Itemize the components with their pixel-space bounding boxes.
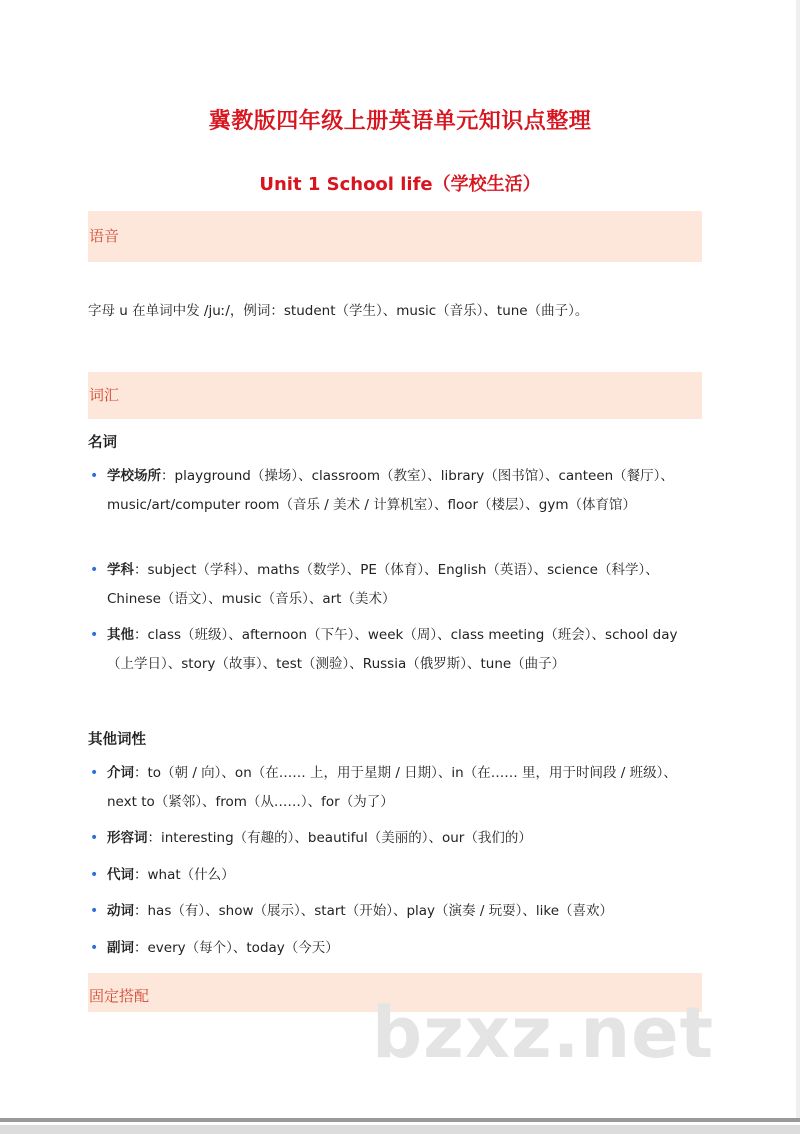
list-item-verbs [88,897,700,926]
list-item-label: 介词 [107,765,134,781]
subheading-other-word-classes: 其他词性 [88,732,146,748]
bullet-dot-icon: • [90,468,99,484]
list-item-pronouns [88,861,700,890]
subheading-nouns: 名词 [88,435,117,451]
bullet-dot-icon: • [90,903,99,919]
list-item-noun-subjects [88,556,700,613]
list-item-label: 代词 [107,867,134,883]
list-item-noun-places [88,462,700,519]
list-item-text: ：what（什么） [134,867,235,883]
section-heading-phonics: 语音 [89,227,120,245]
list-item-text: ：playground（操场）、classroom（教室）、library（图书馆）、canteen（餐厅）、music/art/computer room（音乐 / 美术 / 计算机室）、floor（楼层）、gym（体育馆） [107,468,674,513]
section-heading-collocations: 固定搭配 [89,987,150,1005]
bullet-dot-icon: • [90,562,99,578]
list-item-label: 学科 [107,562,134,578]
unit-title: Unit 1 School life（学校生活） [259,174,541,195]
list-item-text: ：every（每个）、today（今天） [134,940,339,956]
list-item-text: ：to（朝 / 向）、on（在…… 上，用于星期 / 日期）、in（在…… 里，用于时间段 / 班级）、next to（紧邻）、from（从……）、for（为了） [107,765,677,810]
bullet-dot-icon: • [90,940,99,956]
phonics-paragraph: 字母 u 在单词中发 /juː/，例词：student（学生）、music（音乐）、tune（曲子）。 [88,303,589,319]
list-item-text: ：subject（学科）、maths（数学）、PE（体育）、English（英语）、science（科学）、Chinese（语文）、music（音乐）、art（美术） [107,562,659,607]
list-item-text: ：interesting（有趣的）、beautiful（美丽的）、our（我们的） [147,830,532,846]
list-item-label: 学校场所 [107,468,161,484]
list-item-adverbs [88,934,700,963]
page-bottom-strip [0,1125,800,1134]
section-band-vocabulary [88,372,702,419]
list-item-label: 副词 [107,940,134,956]
list-item-text: ：has（有）、show（展示）、start（开始）、play（演奏 / 玩耍）、like（喜欢） [134,903,614,919]
bullet-dot-icon: • [90,765,99,781]
list-item-adjectives [88,824,700,853]
list-item-label: 动词 [107,903,134,919]
document-title: 冀教版四年级上册英语单元知识点整理 [208,109,592,134]
list-item-text: ：class（班级）、afternoon（下午）、week（周）、class meeting（班会）、school day（上学日）、story（故事）、test（测验）、Russia（俄罗斯）、tune（曲子） [107,627,678,672]
bullet-dot-icon: • [90,867,99,883]
page-edge-shadow [796,0,800,1118]
watermark: bzxz.net [372,992,715,1074]
list-item-label: 形容词 [107,830,148,846]
list-item-label: 其他 [107,627,134,643]
bullet-dot-icon: • [90,627,99,643]
bullet-dot-icon: • [90,830,99,846]
section-band-phonics [88,211,702,262]
list-item-prepositions [88,759,700,816]
page-bottom-divider [0,1118,800,1122]
section-heading-vocabulary: 词汇 [89,386,120,404]
list-item-noun-others [88,621,700,678]
